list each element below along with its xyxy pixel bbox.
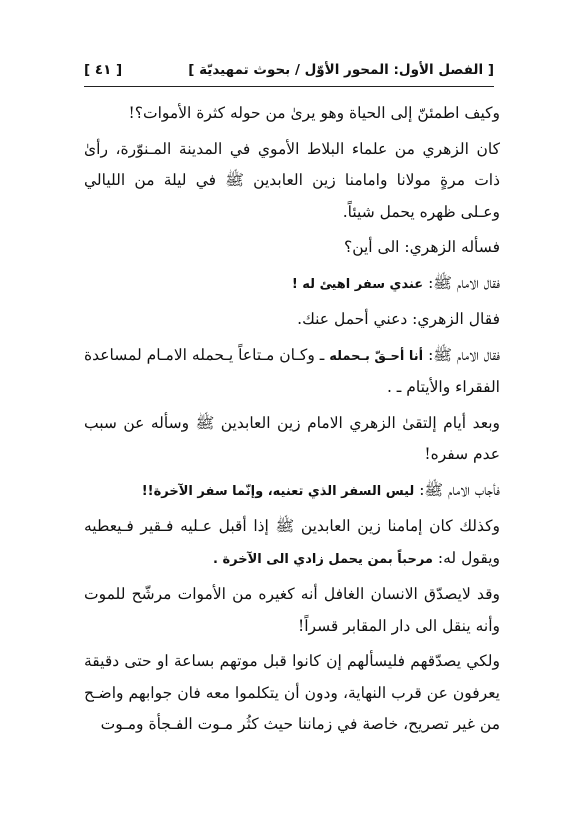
paragraph-imam-reply-3	[84, 475, 500, 508]
paragraph-question: وكيف اطمئنّ إلى الحياة وهو يرىٰ من حوله كثرة الأموات؟!	[128, 104, 500, 122]
page-header	[84, 60, 494, 87]
page-number: [ ٤١ ]	[84, 62, 123, 78]
welcome-quote: مرحباً بمن يحمل زادي الى الآخرة .	[213, 551, 433, 567]
paragraph-welcome	[84, 511, 500, 575]
paragraph-zuhri-story: كان الزهري من علماء البلاط الأموي في المدينة المـنوّرة، رأىٰ ذات مرةٍ مولانا وامامنا زين العابدين ﷺ في ليلة من الليالي وعـلى ظهره يحمل شيئاً.	[84, 139, 500, 221]
paragraph-after-days: وبعد أيام إلتقىٰ الزهري الامام زين العابدين ﷺ وسأله عن سبب عدم سفره!	[84, 413, 500, 463]
imam-reply-3-quote: ليس السفر الذي تعنيه، وإنّما سفر الآخرة!!	[141, 483, 415, 499]
welcome-text: وكذلك كان إمامنا زين العابدين ﷺ إذا أقبل عـليه فـقير فـيعطيه ويقول له:	[84, 517, 500, 567]
paragraph-ask-them: ولكي يصدّقهم فليسألهم إن كانوا قبل موتهم بساعة او حتى دقيقة يعرفون عن قرب النهاية، ودون أن يتكلموا معه فان جوابهم واضـح من غير تصريح، خاصة في زماننا حيث كثُر مـوت الفـجأة ومـوت	[84, 652, 500, 733]
paragraph-zuhri-asks: فسأله الزهري: الى أين؟	[343, 238, 500, 256]
imam-reply-2-intro: فقال الامام ﷺ:	[423, 345, 501, 364]
imam-reply-3-intro: فأجاب الامام ﷺ:	[414, 480, 500, 499]
paragraph-heedless: وقد لايصدّق الانسان الغافل أنه كغيره من الأموات مرشّح للموت وأنه ينقل الى دار المقابر قسراً!	[84, 585, 500, 635]
paragraph-imam-reply-1	[84, 268, 500, 301]
imam-reply-1-intro: فقال الامام ﷺ:	[423, 273, 500, 292]
imam-reply-2-rest: ـ وكـان مـتاعاً يـحمله الامـام لمساعدة الفقراء والأيتام ـ .	[84, 345, 500, 396]
paragraph-zuhri-offer: فقال الزهري: دعني أحمل عنك.	[297, 310, 500, 328]
body-text	[84, 98, 500, 745]
chapter-title: [ الفصل الأول: المحور الأوّل / بحوث تمهيديّة ]	[188, 62, 494, 78]
imam-reply-1-quote: عندي سفر اهيئ له !	[291, 276, 424, 292]
imam-reply-2-quote: أنا أحـقّ بـحمله	[329, 348, 424, 364]
paragraph-imam-reply-2	[84, 340, 500, 404]
